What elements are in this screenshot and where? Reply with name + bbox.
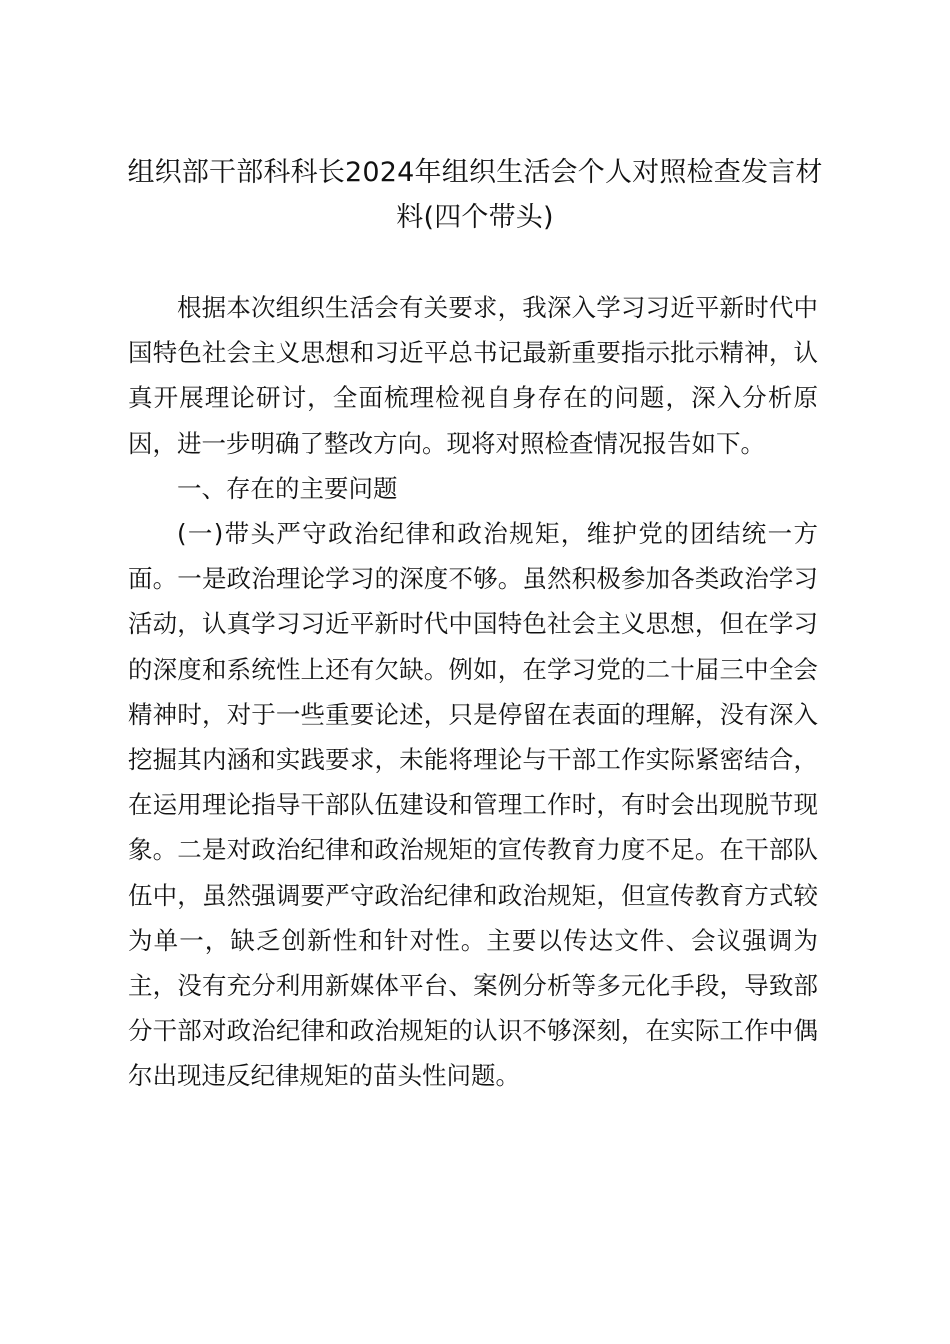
document-body — [128, 285, 818, 1099]
intro-paragraph: 根据本次组织生活会有关要求，我深入学习习近平新时代中国特色社会主义思想和习近平总书记最新重要指示批示精神，认真开展理论研讨，全面梳理检视自身存在的问题，深入分析原因，进一步明确了整改方向。现将对照检查情况报告如下。 — [128, 293, 818, 458]
body-paragraph: (一)带头严守政治纪律和政治规矩，维护党的团结统一方面。一是政治理论学习的深度不够。虽然积极参加各类政治学习活动，认真学习习近平新时代中国特色社会主义思想，但在学习的深度和系统性上还有欠缺。例如，在学习党的二十届三中全会精神时，对于一些重要论述，只是停留在表面的理解，没有深入挖掘其内涵和实践要求，未能将理论与干部工作实际紧密结合，在运用理论指导干部队伍建设和管理工作时，有时会出现脱节现象。二是对政治纪律和政治规矩的宣传教育力度不足。在干部队伍中，虽然强调要严守政治纪律和政治规矩，但宣传教育方式较为单一，缺乏创新性和针对性。主要以传达文件、会议强调为主，没有充分利用新媒体平台、案例分析等多元化手段，导致部分干部对政治纪律和政治规矩的认识不够深刻，在实际工作中偶尔出现违反纪律规矩的苗头性问题。 — [128, 519, 818, 1091]
document-title: 组织部干部科科长2024年组织生活会个人对照检查发言材料(四个带头) — [127, 157, 823, 233]
section-heading: 一、存在的主要问题 — [177, 473, 398, 503]
